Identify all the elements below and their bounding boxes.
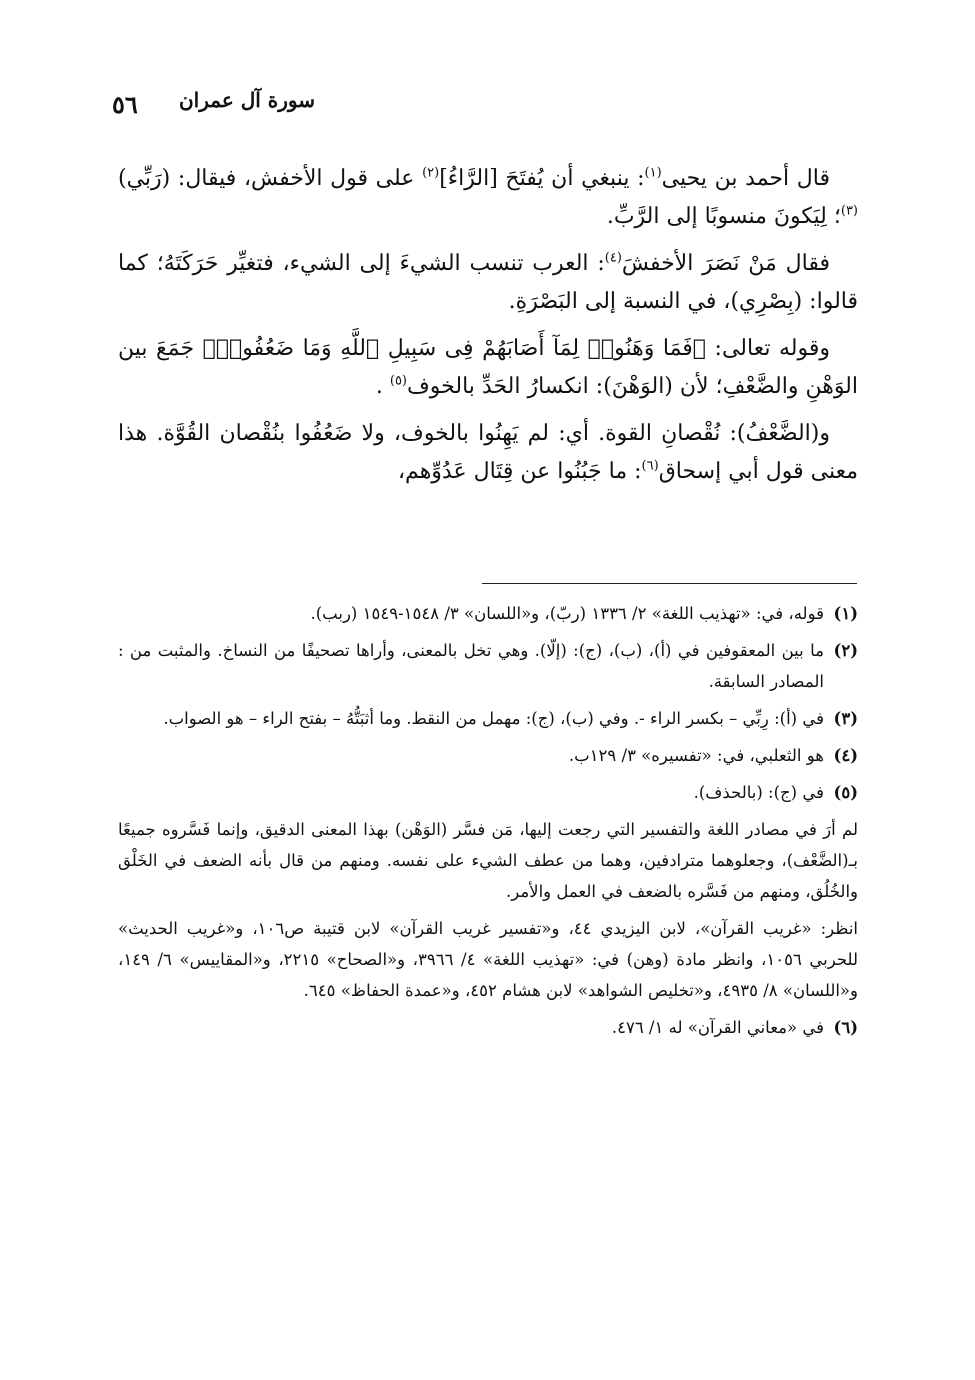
footnote-ref-3: (٣) bbox=[840, 203, 858, 219]
footnote-text: في (أ): رِبِّي – بكسر الراء -. وفي (ب)، (ج): مهمل من النقط. وما أثبَتُّهُ – بفتح الراء – هو الصواب. bbox=[163, 709, 824, 728]
footnote-5-commentary: لم أرَ في مصادر اللغة والتفسير التي رجعت إليها، مَن فسَّر (الوَهْن) بهذا المعنى الدقيق، وإنما فَسَّروه جميعًا بـ(الضَّعْف)، وجعلوهما مترادفين، وهما من عطف الشيء على نفسه. ومنهم من قال بأنه الضعف في الخَلْق والخُلُق، ومنهم من فَسَّره بالضعف في العمل والأمر. bbox=[118, 820, 858, 901]
footnote-text: في «معاني القرآن» له ١/ ٤٧٦. bbox=[611, 1018, 824, 1037]
footnote-number: (٣) bbox=[833, 709, 858, 728]
paragraph-2: فقال مَنْ نَصَرَ الأخفشَ$^{(٤)}$: العرب تنسب الشيءَ إلى الشيء، فتغيِّر حَرَكَتَهُ؛ كما قالوا: (بِصْرِي)، في النسبة إلى البَصْرَةِ. bbox=[118, 250, 858, 314]
paragraph-4: و(الضَّعْفُ): نُقْصانِ القوة. أي: لم يَهِنُوا بالخوف، ولا ضَعُفُوا بنُقْصان القُوَّة. هذا معنى قول أبي إسحاق$^{(٦)}$: ما جَبُنُوا عن قِتَال عَدُوِّهم، bbox=[118, 421, 858, 484]
footnote-ref-6: (٦) bbox=[641, 458, 659, 474]
footnote-4 bbox=[118, 740, 858, 771]
footnote-text: ما بين المعقوفين في (أ)، (ب)، (ج): (إلّا). وهي تخل بالمعنى، وأراها تصحيفًا من النساخ. والمثبت من : المصادر السابقة. bbox=[118, 641, 824, 691]
footnote-6 bbox=[118, 1012, 858, 1043]
footnote-ref-1: (١) bbox=[644, 165, 662, 181]
footnote-number: (١) bbox=[833, 604, 858, 623]
footnotes bbox=[118, 598, 858, 1049]
footnote-number: (٥) bbox=[833, 783, 858, 802]
footnote-number: (٤) bbox=[833, 746, 858, 765]
main-text bbox=[118, 160, 858, 500]
footnote-text: قوله، في: «تهذيب اللغة» ٢/ ١٣٣٦ (ربّ)، و«اللسان» ٣/ ١٥٤٨-١٥٤٩ (ربب). bbox=[310, 604, 824, 623]
footnote-2 bbox=[118, 635, 858, 697]
footnote-ref-5: (٥) bbox=[389, 373, 407, 389]
footnote-text: هو الثعلبي، في: «تفسيره» ٣/ ١٢٩ب. bbox=[568, 746, 824, 765]
page-number: ٥٦ bbox=[112, 90, 138, 119]
footnote-number: (٢) bbox=[833, 641, 858, 660]
footnote-number: (٦) bbox=[833, 1018, 858, 1037]
footnote-3 bbox=[118, 703, 858, 734]
footnote-5-references: انظر: «غريب القرآن»، لابن اليزيدي ٤٤، و«تفسير غريب القرآن» لابن قتيبة ص١٠٦، و«غريب الحديث» للحربي ١٠٥٦، وانظر مادة (وهن) في: «تهذيب اللغة» ٤/ ٣٩٦٦، و«الصحاح» ٢٢١٥، و«المقاييس» ٦/ ١٤٩، و«اللسان» ٨/ ٤٩٣٥، و«تخليص الشواهد» لابن هشام ٤٥٢، و«عمدة الحفاظ» ٦٤٥. bbox=[118, 919, 858, 1000]
running-header-surah-title: سورة آل عمران bbox=[178, 88, 315, 112]
footnote-ref-2: (٢) bbox=[422, 165, 440, 181]
paragraph-3: وقوله تعالى: ﴿فَمَا وَهَنُوا۟ لِمَآ أَصَابَهُمْ فِى سَبِيلِ ٱللَّهِ وَمَا ضَعُفُوا۟﴾ جَمَعَ بين الوَهْنِ والضَّعْفِ؛ لأن (الوَهْنَ): انكسارُ الحَدِّ بالخوف$^{(٥)}$ . bbox=[118, 336, 858, 399]
footnote-separator bbox=[482, 583, 857, 584]
paragraph-1: قال أحمد بن يحيى$^{(١)}$: ينبغي أن يُفتَحَ [الرَّاءُ]$^{(٢)}$ على قول الأخفش، فيقال: (رَبِّي)$^{(٣)}$؛ لِيَكونَ منسوبًا إلى الرَّبِّ. bbox=[118, 165, 858, 229]
footnote-ref-4: (٤) bbox=[604, 250, 622, 266]
footnote-5 bbox=[118, 777, 858, 808]
footnote-1 bbox=[118, 598, 858, 629]
footnote-text: في (ج): (بالحذف). bbox=[693, 783, 824, 802]
